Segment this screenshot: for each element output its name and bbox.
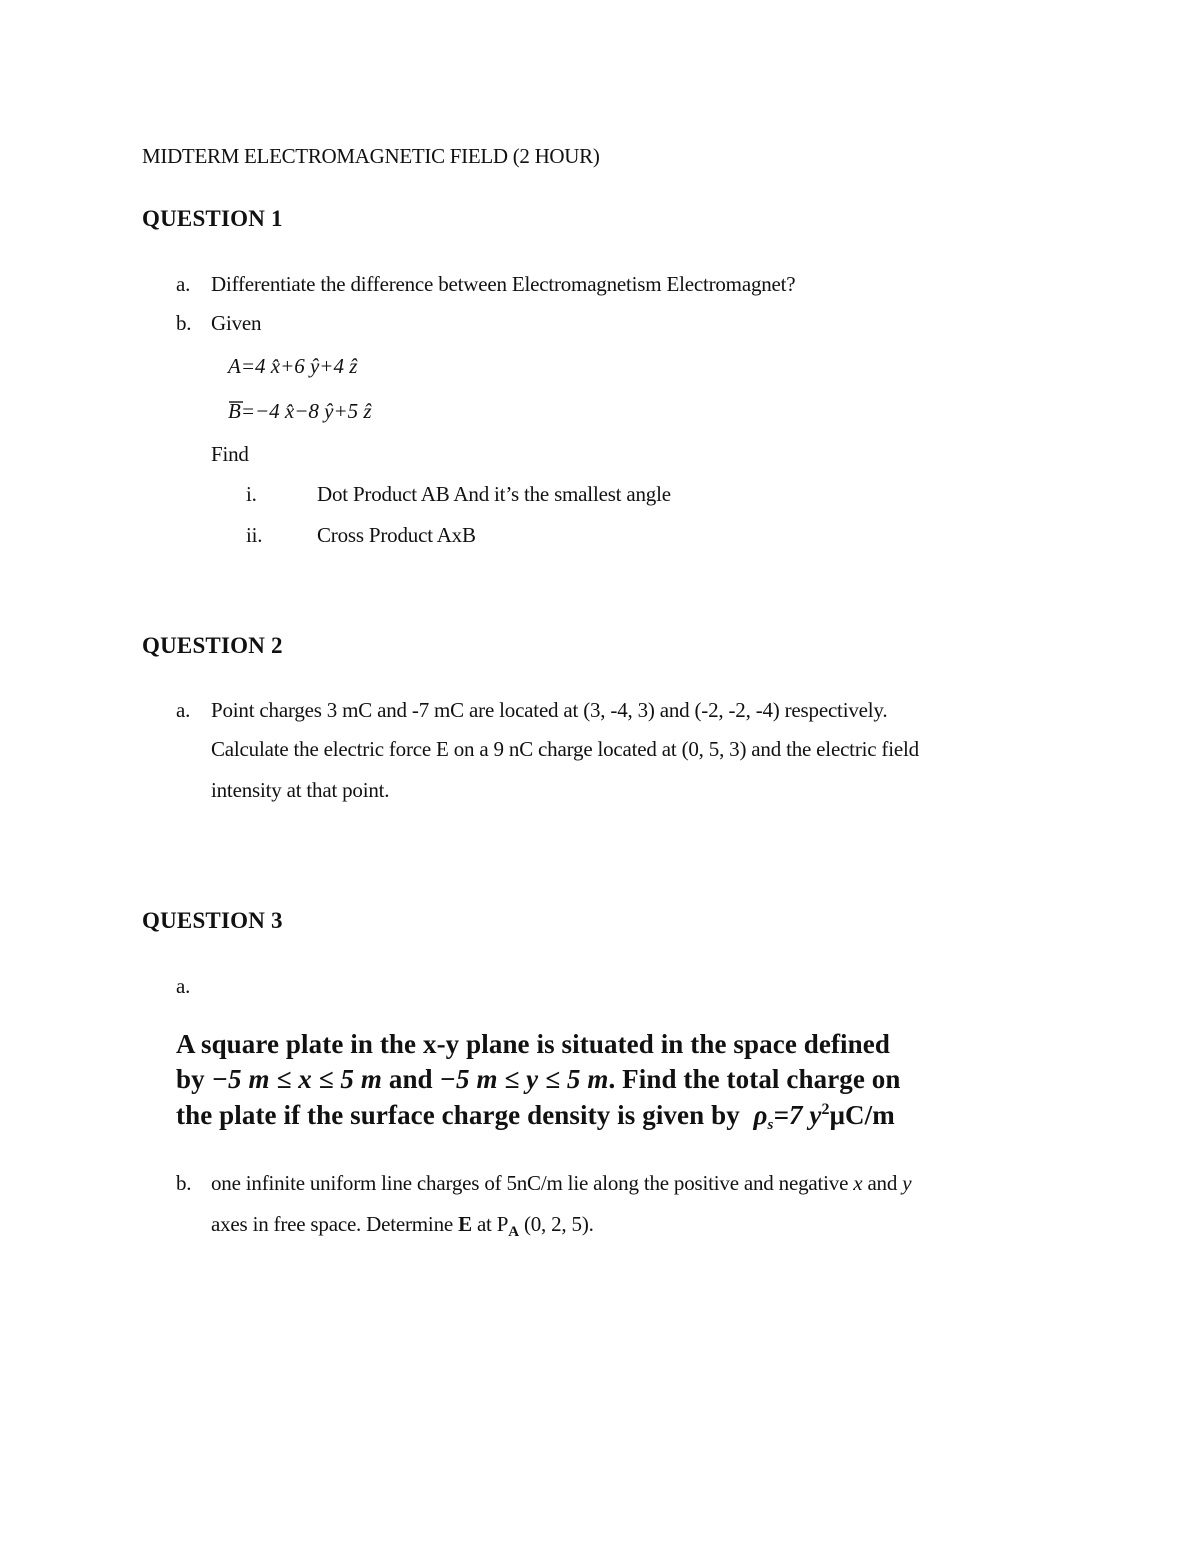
question2-heading: QUESTION 2 — [142, 633, 283, 658]
question3-heading: QUESTION 3 — [142, 908, 283, 933]
q3-density-exponent: 2 — [821, 1101, 830, 1118]
q3-a-marker: a. — [176, 974, 191, 998]
q3-b-line1 — [211, 1171, 911, 1196]
q3-b-x-axis: x — [853, 1171, 863, 1195]
q3-b-line2 — [211, 1212, 594, 1240]
q3-density-expression: =7 y — [773, 1100, 822, 1130]
q1-i-text: Dot Product AB And it’s the smallest angle — [317, 482, 671, 506]
q2-a-line3: intensity at that point. — [211, 778, 390, 802]
q3-rho-subscript: s — [767, 1117, 774, 1133]
q1-i-marker: i. — [246, 482, 257, 506]
q3-a-line2-and: and — [388, 1064, 433, 1094]
q3-a-line3 — [176, 1100, 895, 1131]
q3-b-marker: b. — [176, 1171, 192, 1195]
q3-b-at-point: at P — [476, 1212, 509, 1236]
q3-b-field-symbol: E — [458, 1212, 472, 1236]
q3-a-line2-by: by — [176, 1064, 205, 1094]
q3-b-line1-text: one infinite uniform line charges of 5nC/m lie along the positive and negative — [211, 1171, 849, 1195]
q2-a-marker: a. — [176, 698, 191, 722]
q1-a-text: Differentiate the difference between Electromagnetism Electromagnet? — [211, 272, 796, 296]
q3-a-line2 — [176, 1064, 901, 1095]
q3-a-inequality-y: −5 m ≤ y ≤ 5 m — [439, 1064, 609, 1094]
vector-bar-icon — [228, 399, 244, 405]
q2-a-line2: Calculate the electric force E on a 9 nC charge located at (0, 5, 3) and the electric field — [211, 737, 919, 761]
q3-b-y-axis: y — [902, 1171, 912, 1195]
q3-b-line2-text: axes in free space. Determine — [211, 1212, 453, 1236]
q3-density-unit: μC/m — [829, 1100, 895, 1130]
q1-ii-marker: ii. — [246, 523, 263, 547]
q3-a-inequality-x: −5 m ≤ x ≤ 5 m — [211, 1064, 382, 1094]
q1-a-marker: a. — [176, 272, 191, 296]
q1-equation-a: A=4 x̂+6 ŷ+4 ẑ — [228, 354, 358, 378]
q2-a-line1: Point charges 3 mC and -7 mC are located at (3, -4, 3) and (-2, -2, -4) respectively. — [211, 698, 888, 722]
document-title: MIDTERM ELECTROMAGNETIC FIELD (2 HOUR) — [142, 144, 600, 168]
q1-equation-b: B=−4 x̂−8 ŷ+5 ẑ — [228, 399, 372, 423]
q1-ii-text: Cross Product AxB — [317, 523, 476, 547]
q1-b-marker: b. — [176, 311, 192, 335]
q3-a-line2-tail: . Find the total charge on — [608, 1064, 901, 1094]
q3-a-line3-text: the plate if the surface charge density is given by — [176, 1100, 740, 1130]
q3-b-point-coordinates: (0, 2, 5). — [523, 1212, 594, 1236]
q3-b-and: and — [867, 1171, 898, 1195]
q1-b-text: Given — [211, 311, 262, 335]
q3-a-line1: A square plate in the x-y plane is situated in the space defined — [176, 1029, 890, 1059]
q3-b-point-subscript: A — [508, 1224, 519, 1240]
q3-rho-symbol: ρ — [753, 1100, 768, 1130]
q1-find-label: Find — [211, 442, 249, 466]
question1-heading: QUESTION 1 — [142, 206, 283, 231]
